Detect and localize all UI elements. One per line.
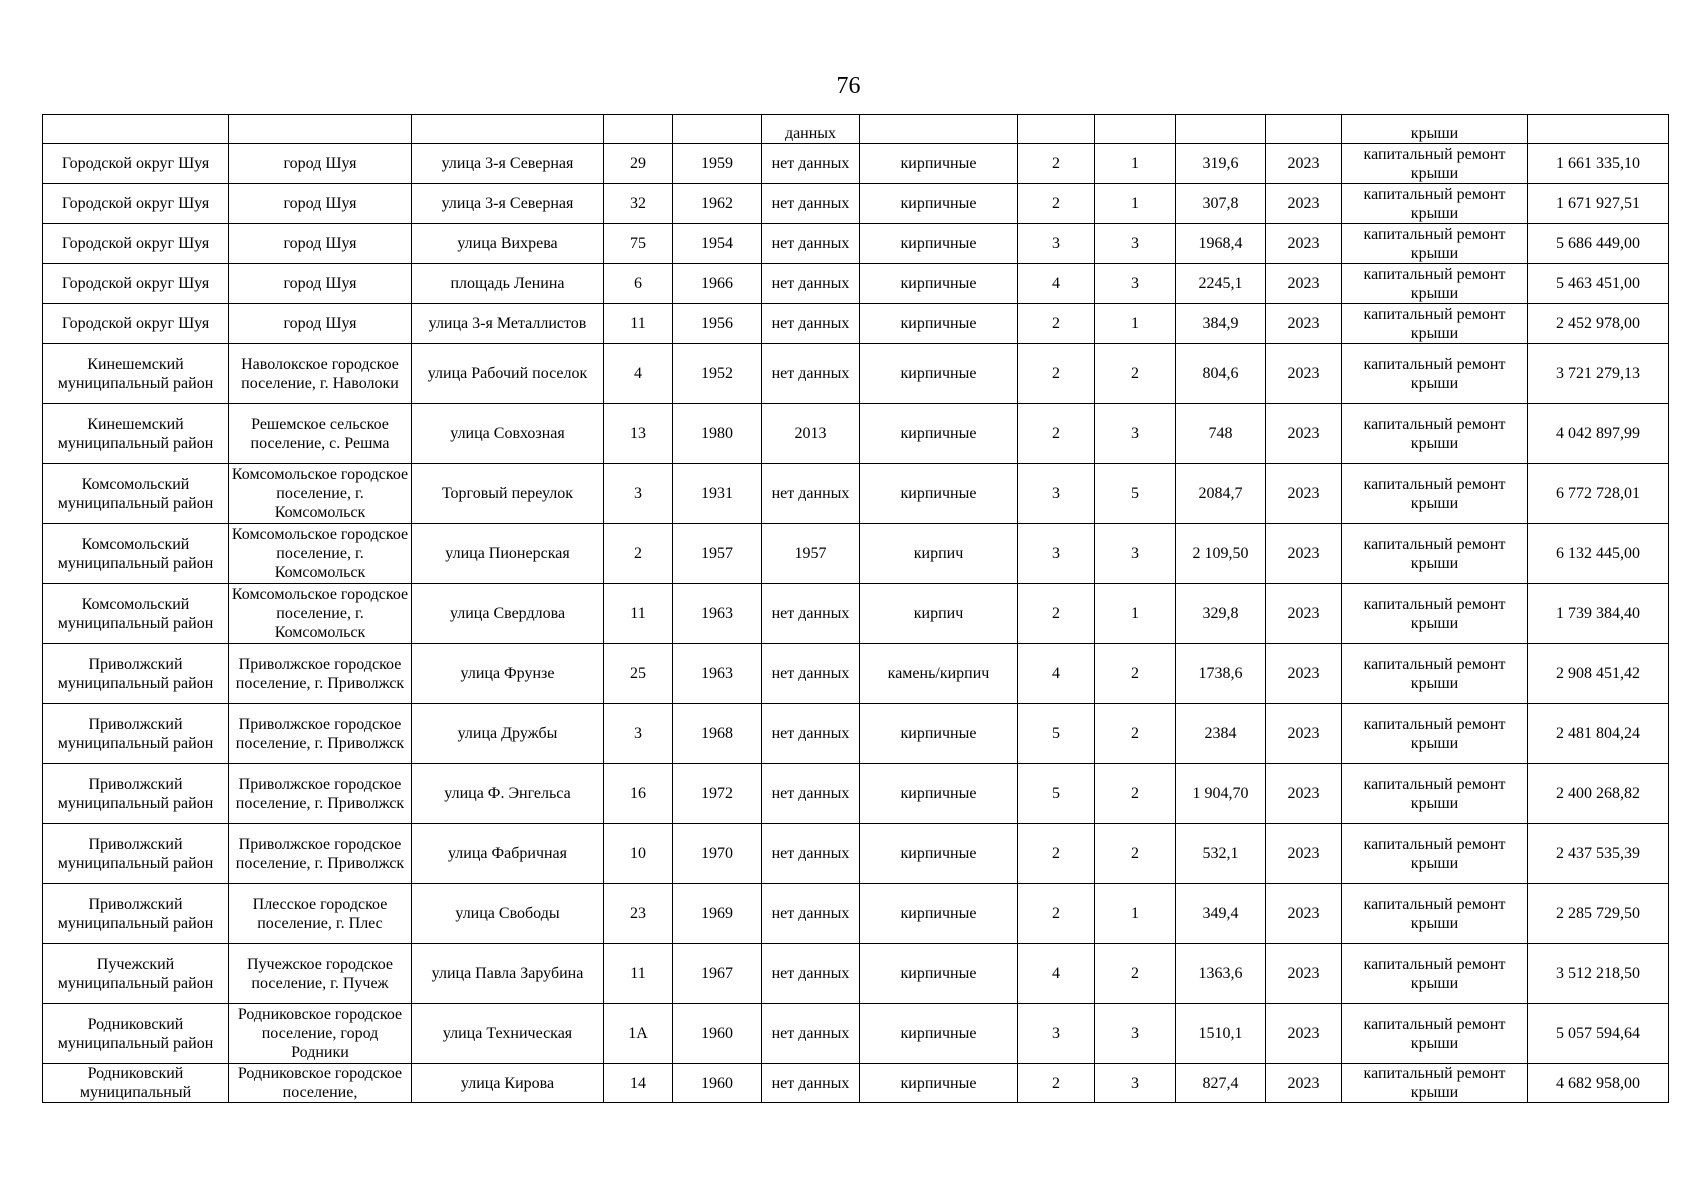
build-year-cell: 1959 — [673, 144, 762, 184]
wall-material-cell: кирпич — [860, 524, 1018, 584]
house-number-cell: 14 — [604, 1064, 673, 1103]
settlement-cell: город Шуя — [229, 184, 412, 224]
cost-cell: 4 682 958,00 — [1528, 1064, 1669, 1103]
entrances-cell: 3 — [1095, 1004, 1176, 1064]
floors-cell: 3 — [1018, 1004, 1095, 1064]
work-type-cell: капитальный ремонт крыши — [1342, 1064, 1528, 1103]
table-row — [43, 644, 1669, 704]
district-cell: Приволжский муниципальный район — [43, 884, 229, 944]
last-repair-year-cell: нет данных — [762, 144, 860, 184]
area-cell: 1363,6 — [1176, 944, 1266, 1004]
last-repair-year-cell: нет данных — [762, 184, 860, 224]
district-cell: Комсомольский муниципальный район — [43, 584, 229, 644]
cost-cell: 4 042 897,99 — [1528, 404, 1669, 464]
floors-cell: 2 — [1018, 304, 1095, 344]
last-repair-year-cell: нет данных — [762, 304, 860, 344]
work-type-cell: капитальный ремонт крыши — [1342, 1004, 1528, 1064]
area-cell: 804,6 — [1176, 344, 1266, 404]
last-repair-year-cell: 2013 — [762, 404, 860, 464]
build-year-cell: 1952 — [673, 344, 762, 404]
work-type-cell: капитальный ремонт крыши — [1342, 144, 1528, 184]
settlement-cell: город Шуя — [229, 304, 412, 344]
entrances-cell: 3 — [1095, 224, 1176, 264]
last-repair-year-cell: нет данных — [762, 344, 860, 404]
cost-cell: 6 132 445,00 — [1528, 524, 1669, 584]
house-number-cell: 16 — [604, 764, 673, 824]
work-type-cell: капитальный ремонт крыши — [1342, 184, 1528, 224]
wall-material-cell: кирпичные — [860, 184, 1018, 224]
wall-material-cell: кирпичные — [860, 304, 1018, 344]
settlement-cell — [229, 115, 412, 144]
settlement-cell: город Шуя — [229, 264, 412, 304]
settlement-cell: Приволжское городское поселение, г. Приволжск — [229, 644, 412, 704]
district-cell: Кинешемский муниципальный район — [43, 344, 229, 404]
table-row — [43, 184, 1669, 224]
district-cell: Городской округ Шуя — [43, 224, 229, 264]
last-repair-year-cell: нет данных — [762, 824, 860, 884]
house-number-cell: 32 — [604, 184, 673, 224]
entrances-cell: 1 — [1095, 584, 1176, 644]
last-repair-year-cell: нет данных — [762, 264, 860, 304]
area-cell: 1 904,70 — [1176, 764, 1266, 824]
table-row — [43, 115, 1669, 144]
build-year-cell: 1960 — [673, 1064, 762, 1103]
district-cell — [43, 115, 229, 144]
house-number-cell: 3 — [604, 464, 673, 524]
wall-material-cell: кирпичные — [860, 764, 1018, 824]
wall-material-cell: кирпичные — [860, 1004, 1018, 1064]
entrances-cell: 1 — [1095, 884, 1176, 944]
work-type-cell: капитальный ремонт крыши — [1342, 224, 1528, 264]
street-cell: улица Кирова — [412, 1064, 604, 1103]
cost-cell: 6 772 728,01 — [1528, 464, 1669, 524]
wall-material-cell: кирпичные — [860, 704, 1018, 764]
plan-year-cell: 2023 — [1266, 644, 1342, 704]
house-number-cell — [604, 115, 673, 144]
work-type-cell: капитальный ремонт крыши — [1342, 884, 1528, 944]
last-repair-year-cell: нет данных — [762, 944, 860, 1004]
district-cell: Городской округ Шуя — [43, 304, 229, 344]
last-repair-year-cell: данных — [762, 115, 860, 144]
floors-cell: 4 — [1018, 944, 1095, 1004]
area-cell: 1510,1 — [1176, 1004, 1266, 1064]
floors-cell: 4 — [1018, 264, 1095, 304]
settlement-cell: город Шуя — [229, 224, 412, 264]
entrances-cell: 2 — [1095, 944, 1176, 1004]
settlement-cell: Решемское сельское поселение, с. Решма — [229, 404, 412, 464]
floors-cell: 2 — [1018, 404, 1095, 464]
district-cell: Родниковский муниципальный район — [43, 1004, 229, 1064]
floors-cell: 2 — [1018, 344, 1095, 404]
street-cell: улица 3-я Северная — [412, 184, 604, 224]
wall-material-cell: кирпичные — [860, 224, 1018, 264]
settlement-cell: Приволжское городское поселение, г. Приволжск — [229, 824, 412, 884]
table-row — [43, 344, 1669, 404]
wall-material-cell: камень/кирпич — [860, 644, 1018, 704]
table-row — [43, 304, 1669, 344]
settlement-cell: Пучежское городское поселение, г. Пучеж — [229, 944, 412, 1004]
house-number-cell: 10 — [604, 824, 673, 884]
wall-material-cell: кирпич — [860, 584, 1018, 644]
area-cell — [1176, 115, 1266, 144]
wall-material-cell: кирпичные — [860, 1064, 1018, 1103]
plan-year-cell: 2023 — [1266, 144, 1342, 184]
house-number-cell: 11 — [604, 304, 673, 344]
last-repair-year-cell: нет данных — [762, 704, 860, 764]
plan-year-cell: 2023 — [1266, 404, 1342, 464]
district-cell: Городской округ Шуя — [43, 184, 229, 224]
entrances-cell: 1 — [1095, 144, 1176, 184]
build-year-cell: 1966 — [673, 264, 762, 304]
work-type-cell: капитальный ремонт крыши — [1342, 644, 1528, 704]
street-cell: улица Дружбы — [412, 704, 604, 764]
page-number: 76 — [836, 73, 861, 99]
area-cell: 1738,6 — [1176, 644, 1266, 704]
wall-material-cell: кирпичные — [860, 404, 1018, 464]
house-number-cell: 23 — [604, 884, 673, 944]
house-number-cell: 11 — [604, 584, 673, 644]
plan-year-cell: 2023 — [1266, 584, 1342, 644]
area-cell: 532,1 — [1176, 824, 1266, 884]
area-cell: 748 — [1176, 404, 1266, 464]
build-year-cell: 1957 — [673, 524, 762, 584]
settlement-cell: Комсомольское городское поселение, г. Комсомольск — [229, 464, 412, 524]
build-year-cell: 1931 — [673, 464, 762, 524]
street-cell: улица 3-я Северная — [412, 144, 604, 184]
street-cell: Торговый переулок — [412, 464, 604, 524]
district-cell: Городской округ Шуя — [43, 144, 229, 184]
wall-material-cell: кирпичные — [860, 144, 1018, 184]
last-repair-year-cell: нет данных — [762, 1064, 860, 1103]
plan-year-cell: 2023 — [1266, 524, 1342, 584]
build-year-cell: 1962 — [673, 184, 762, 224]
table-row — [43, 764, 1669, 824]
house-number-cell: 3 — [604, 704, 673, 764]
area-cell: 307,8 — [1176, 184, 1266, 224]
cost-cell: 3 512 218,50 — [1528, 944, 1669, 1004]
table-row — [43, 404, 1669, 464]
last-repair-year-cell: нет данных — [762, 224, 860, 264]
entrances-cell: 3 — [1095, 524, 1176, 584]
work-type-cell: капитальный ремонт крыши — [1342, 944, 1528, 1004]
work-type-cell: капитальный ремонт крыши — [1342, 524, 1528, 584]
cost-cell: 3 721 279,13 — [1528, 344, 1669, 404]
cost-cell: 5 463 451,00 — [1528, 264, 1669, 304]
last-repair-year-cell: 1957 — [762, 524, 860, 584]
plan-year-cell — [1266, 115, 1342, 144]
housing-repair-table — [42, 114, 1669, 1103]
plan-year-cell: 2023 — [1266, 884, 1342, 944]
area-cell: 319,6 — [1176, 144, 1266, 184]
build-year-cell: 1954 — [673, 224, 762, 264]
district-cell: Городской округ Шуя — [43, 264, 229, 304]
plan-year-cell: 2023 — [1266, 464, 1342, 524]
table-row — [43, 944, 1669, 1004]
table-row — [43, 524, 1669, 584]
area-cell: 827,4 — [1176, 1064, 1266, 1103]
settlement-cell: Родниковское городское поселение, — [229, 1064, 412, 1103]
wall-material-cell: кирпичные — [860, 884, 1018, 944]
street-cell: улица Свободы — [412, 884, 604, 944]
entrances-cell: 2 — [1095, 644, 1176, 704]
floors-cell: 2 — [1018, 144, 1095, 184]
table-row — [43, 464, 1669, 524]
district-cell: Приволжский муниципальный район — [43, 824, 229, 884]
build-year-cell: 1980 — [673, 404, 762, 464]
area-cell: 2084,7 — [1176, 464, 1266, 524]
street-cell — [412, 115, 604, 144]
house-number-cell: 4 — [604, 344, 673, 404]
work-type-cell: капитальный ремонт крыши — [1342, 404, 1528, 464]
table-row — [43, 584, 1669, 644]
street-cell: улица Павла Зарубина — [412, 944, 604, 1004]
floors-cell: 5 — [1018, 764, 1095, 824]
house-number-cell: 2 — [604, 524, 673, 584]
work-type-cell: капитальный ремонт крыши — [1342, 464, 1528, 524]
build-year-cell: 1972 — [673, 764, 762, 824]
house-number-cell: 11 — [604, 944, 673, 1004]
table-row — [43, 704, 1669, 764]
plan-year-cell: 2023 — [1266, 1064, 1342, 1103]
plan-year-cell: 2023 — [1266, 944, 1342, 1004]
work-type-cell: капитальный ремонт крыши — [1342, 764, 1528, 824]
cost-cell: 2 437 535,39 — [1528, 824, 1669, 884]
settlement-cell: Наволокское городское поселение, г. Наволоки — [229, 344, 412, 404]
house-number-cell: 6 — [604, 264, 673, 304]
cost-cell: 2 452 978,00 — [1528, 304, 1669, 344]
table-row — [43, 264, 1669, 304]
entrances-cell: 3 — [1095, 264, 1176, 304]
settlement-cell: Приволжское городское поселение, г. Приволжск — [229, 704, 412, 764]
district-cell: Комсомольский муниципальный район — [43, 524, 229, 584]
cost-cell: 1 739 384,40 — [1528, 584, 1669, 644]
build-year-cell: 1969 — [673, 884, 762, 944]
house-number-cell: 25 — [604, 644, 673, 704]
table-row — [43, 824, 1669, 884]
district-cell: Приволжский муниципальный район — [43, 704, 229, 764]
work-type-cell: капитальный ремонт крыши — [1342, 304, 1528, 344]
table-row — [43, 144, 1669, 184]
plan-year-cell: 2023 — [1266, 824, 1342, 884]
street-cell: улица Ф. Энгельса — [412, 764, 604, 824]
table-row — [43, 884, 1669, 944]
entrances-cell — [1095, 115, 1176, 144]
settlement-cell: Приволжское городское поселение, г. Приволжск — [229, 764, 412, 824]
cost-cell: 2 400 268,82 — [1528, 764, 1669, 824]
plan-year-cell: 2023 — [1266, 264, 1342, 304]
district-cell: Приволжский муниципальный район — [43, 644, 229, 704]
street-cell: улица Фабричная — [412, 824, 604, 884]
floors-cell: 2 — [1018, 584, 1095, 644]
floors-cell: 4 — [1018, 644, 1095, 704]
work-type-cell: крыши — [1342, 115, 1528, 144]
street-cell: улица Вихрева — [412, 224, 604, 264]
area-cell: 349,4 — [1176, 884, 1266, 944]
floors-cell: 2 — [1018, 884, 1095, 944]
street-cell: улица Пионерская — [412, 524, 604, 584]
build-year-cell: 1963 — [673, 644, 762, 704]
street-cell: улица 3-я Металлистов — [412, 304, 604, 344]
floors-cell: 2 — [1018, 1064, 1095, 1103]
district-cell: Пучежский муниципальный район — [43, 944, 229, 1004]
floors-cell: 5 — [1018, 704, 1095, 764]
last-repair-year-cell: нет данных — [762, 1004, 860, 1064]
wall-material-cell: кирпичные — [860, 344, 1018, 404]
build-year-cell: 1967 — [673, 944, 762, 1004]
settlement-cell: город Шуя — [229, 144, 412, 184]
floors-cell: 2 — [1018, 824, 1095, 884]
entrances-cell: 2 — [1095, 344, 1176, 404]
street-cell: улица Фрунзе — [412, 644, 604, 704]
street-cell: улица Рабочий поселок — [412, 344, 604, 404]
settlement-cell: Плесское городское поселение, г. Плес — [229, 884, 412, 944]
last-repair-year-cell: нет данных — [762, 764, 860, 824]
area-cell: 384,9 — [1176, 304, 1266, 344]
settlement-cell: Комсомольское городское поселение, г. Комсомольск — [229, 524, 412, 584]
build-year-cell: 1956 — [673, 304, 762, 344]
entrances-cell: 1 — [1095, 184, 1176, 224]
street-cell: улица Совхозная — [412, 404, 604, 464]
street-cell: улица Техническая — [412, 1004, 604, 1064]
cost-cell: 1 661 335,10 — [1528, 144, 1669, 184]
plan-year-cell: 2023 — [1266, 704, 1342, 764]
house-number-cell: 29 — [604, 144, 673, 184]
work-type-cell: капитальный ремонт крыши — [1342, 264, 1528, 304]
last-repair-year-cell: нет данных — [762, 884, 860, 944]
district-cell: Приволжский муниципальный район — [43, 764, 229, 824]
cost-cell: 5 057 594,64 — [1528, 1004, 1669, 1064]
entrances-cell: 3 — [1095, 1064, 1176, 1103]
floors-cell — [1018, 115, 1095, 144]
build-year-cell: 1960 — [673, 1004, 762, 1064]
table-row — [43, 1004, 1669, 1064]
entrances-cell: 2 — [1095, 704, 1176, 764]
street-cell: площадь Ленина — [412, 264, 604, 304]
work-type-cell: капитальный ремонт крыши — [1342, 704, 1528, 764]
plan-year-cell: 2023 — [1266, 304, 1342, 344]
cost-cell: 2 908 451,42 — [1528, 644, 1669, 704]
plan-year-cell: 2023 — [1266, 344, 1342, 404]
floors-cell: 3 — [1018, 464, 1095, 524]
work-type-cell: капитальный ремонт крыши — [1342, 824, 1528, 884]
plan-year-cell: 2023 — [1266, 184, 1342, 224]
wall-material-cell: кирпичные — [860, 944, 1018, 1004]
plan-year-cell: 2023 — [1266, 1004, 1342, 1064]
table-body — [43, 115, 1669, 1103]
last-repair-year-cell: нет данных — [762, 464, 860, 524]
plan-year-cell: 2023 — [1266, 764, 1342, 824]
district-cell: Кинешемский муниципальный район — [43, 404, 229, 464]
floors-cell: 3 — [1018, 224, 1095, 264]
build-year-cell: 1968 — [673, 704, 762, 764]
entrances-cell: 3 — [1095, 404, 1176, 464]
street-cell: улица Свердлова — [412, 584, 604, 644]
house-number-cell: 13 — [604, 404, 673, 464]
table-row — [43, 1064, 1669, 1103]
last-repair-year-cell: нет данных — [762, 644, 860, 704]
work-type-cell: капитальный ремонт крыши — [1342, 584, 1528, 644]
floors-cell: 2 — [1018, 184, 1095, 224]
entrances-cell: 2 — [1095, 824, 1176, 884]
house-number-cell: 1А — [604, 1004, 673, 1064]
wall-material-cell: кирпичные — [860, 264, 1018, 304]
plan-year-cell: 2023 — [1266, 224, 1342, 264]
cost-cell: 2 285 729,50 — [1528, 884, 1669, 944]
cost-cell: 1 671 927,51 — [1528, 184, 1669, 224]
entrances-cell: 2 — [1095, 764, 1176, 824]
entrances-cell: 1 — [1095, 304, 1176, 344]
area-cell: 329,8 — [1176, 584, 1266, 644]
district-cell: Родниковский муниципальный — [43, 1064, 229, 1103]
entrances-cell: 5 — [1095, 464, 1176, 524]
build-year-cell: 1963 — [673, 584, 762, 644]
cost-cell: 5 686 449,00 — [1528, 224, 1669, 264]
work-type-cell: капитальный ремонт крыши — [1342, 344, 1528, 404]
wall-material-cell: кирпичные — [860, 464, 1018, 524]
table-row — [43, 224, 1669, 264]
settlement-cell: Родниковское городское поселение, город Родники — [229, 1004, 412, 1064]
cost-cell: 2 481 804,24 — [1528, 704, 1669, 764]
floors-cell: 3 — [1018, 524, 1095, 584]
build-year-cell: 1970 — [673, 824, 762, 884]
cost-cell — [1528, 115, 1669, 144]
wall-material-cell: кирпичные — [860, 824, 1018, 884]
wall-material-cell — [860, 115, 1018, 144]
district-cell: Комсомольский муниципальный район — [43, 464, 229, 524]
area-cell: 2 109,50 — [1176, 524, 1266, 584]
area-cell: 1968,4 — [1176, 224, 1266, 264]
house-number-cell: 75 — [604, 224, 673, 264]
area-cell: 2384 — [1176, 704, 1266, 764]
build-year-cell — [673, 115, 762, 144]
area-cell: 2245,1 — [1176, 264, 1266, 304]
settlement-cell: Комсомольское городское поселение, г. Комсомольск — [229, 584, 412, 644]
last-repair-year-cell: нет данных — [762, 584, 860, 644]
